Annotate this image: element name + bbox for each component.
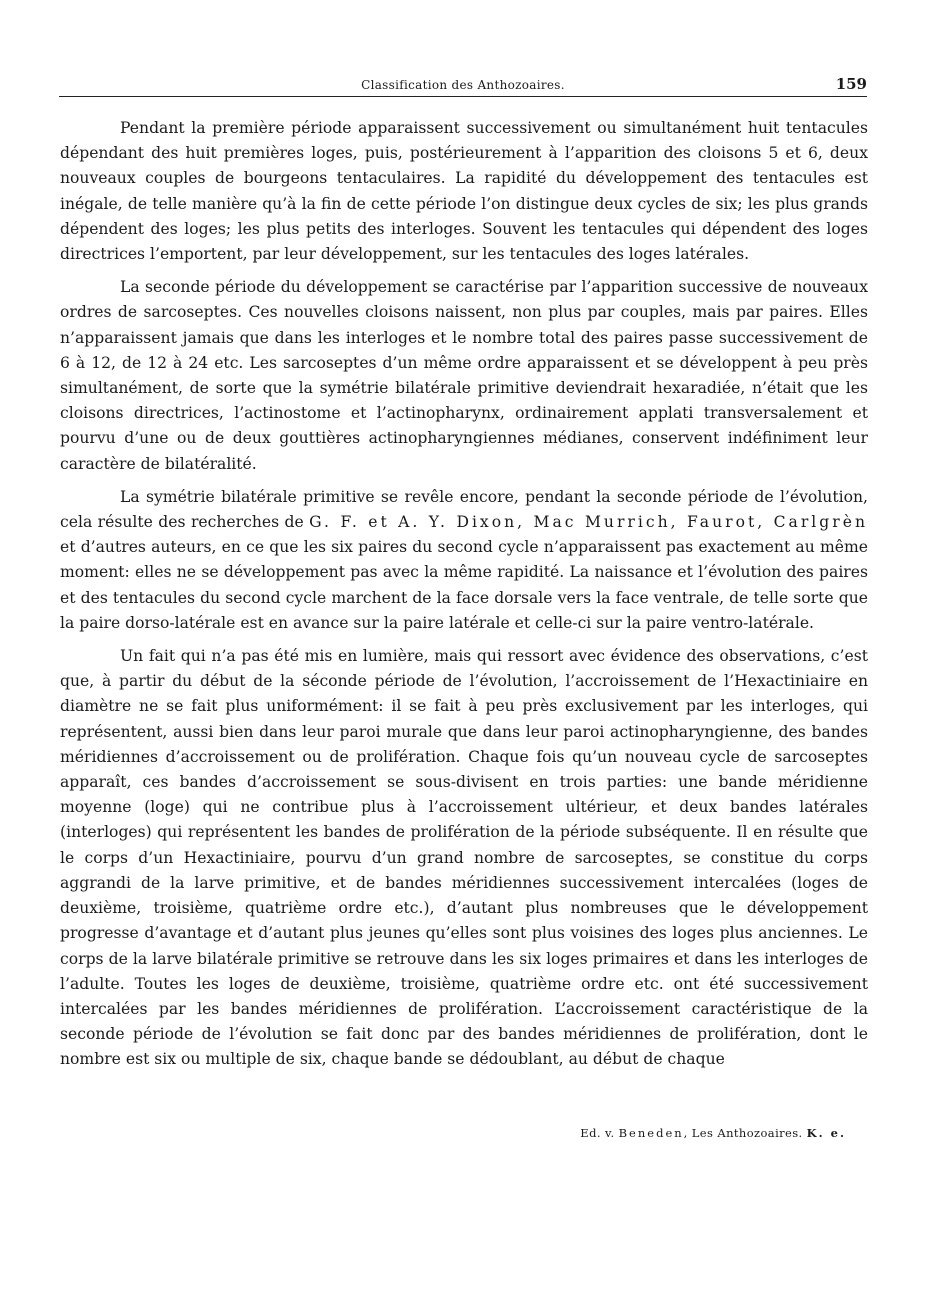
cited-authors: G. F. et A. Y. Dixon, Mac Murrich, Faurot, Carlgrèn <box>309 513 868 532</box>
page-header <box>59 74 867 97</box>
running-title: Classification des Anthozoaires. <box>361 78 565 92</box>
paragraph-text: La symétrie bilatérale primitive se revêle encore, pendant la seconde période de l’évolution, cela résulte des recherches de <box>60 487 868 532</box>
page-number: 159 <box>835 75 867 93</box>
body-text <box>60 116 868 1081</box>
paragraph: La seconde période du développement se caractérise par l’apparition successive de nouveaux ordres de sarcoseptes. Ces nouvelles cloisons naissent, non plus par couples, mais par paires. Elles n’apparaissent jamais que dans les interloges et le nombre total des paires passe successivement de 6 à 12, de 12 à 24 etc. Les sarcoseptes d’un même ordre apparaissent et se développent à peu près simultanément, de sorte que la symétrie bilatérale primitive deviendrait hexaradiée, n’était que les cloisons directrices, l’actinostome et l’actinopharynx, ordinairement applati transversalement et pourvu d’une ou de deux gouttières actinopharyngiennes médianes, conservent indéfiniment leur caractère de bilatéralité. <box>60 278 868 473</box>
signature-mark: K. e. <box>806 1126 846 1140</box>
paragraph <box>60 485 868 636</box>
paragraph: Pendant la première période apparaissent successivement ou simultanément huit tentacules dépendant des huit premières loges, puis, postérieurement à l’apparition des cloisons 5 et 6, deux nouveaux couples de bourgeons tentaculaires. La rapidité du développement des tentacules est inégale, de telle manière qu’à la fin de cette période l’on distingue deux cycles de six; les plus grands dépendent des loges; les plus petits des interloges. Souvent les tentacules qui dépendent des loges directrices l’emportent, par leur développement, sur les tentacules des loges latérales. <box>60 119 868 264</box>
footer-signature <box>580 1126 846 1140</box>
paragraph-text: et d’autres auteurs, en ce que les six paires du second cycle n’apparaissent pas exactement au même moment: elles ne se développement pas avec la même rapidité. La naissance et l’évolution des paires et des tentacules du second cycle marchent de la face dorsale vers la face ventrale, de telle sorte que la paire dorso-latérale est en avance sur la paire latérale et celle-ci sur la paire ventro-latérale. <box>60 538 868 632</box>
footer-work: , Les Anthozoaires. <box>683 1126 807 1140</box>
footer-prefix: Ed. v. <box>580 1126 619 1140</box>
footer-author: Beneden <box>618 1126 684 1140</box>
paragraph: Un fait qui n’a pas été mis en lumière, mais qui ressort avec évidence des observations, c’est que, à partir du début de la séconde période de l’évolution, l’accroissement de l’Hexactiniaire en diamètre ne se fait plus uniformément: il se fait à peu près exclusivement par les interloges, qui représentent, aussi bien dans leur paroi murale que dans leur paroi actinopharyngienne, des bandes méridiennes d’accroissement ou de prolifération. Chaque fois qu’un nouveau cycle de sarcoseptes apparaît, ces bandes d’accroissement se sous-divisent en trois parties: une bande méridienne moyenne (loge) qui ne contribue plus à l’accroissement ultérieur, et deux bandes latérales (interloges) qui représentent les bandes de prolifération de la période subséquente. Il en résulte que le corps d’un Hexactiniaire, pourvu d’un grand nombre de sarcoseptes, se constitue du corps aggrandi de la larve primitive, et de bandes méridiennes successivement intercalées (loges de deuxième, troisième, quatrième ordre etc.), d’autant plus nombreuses que le développement progresse d’avantage et d’autant plus jeunes qu’elles sont plus voisines des loges plus anciennes. Le corps de la larve bilatérale primitive se retrouve dans les six loges primaires et dans les interloges de l’adulte. Toutes les loges de deuxième, troisième, quatrième ordre etc. ont été successivement intercalées par les bandes méridiennes de prolifération. L’accroissement caractéristique de la seconde période de l’évolution se fait donc par des bandes méridiennes de prolifération, dont le nombre est six ou multiple de six, chaque bande se dédoublant, au début de chaque <box>60 647 868 1069</box>
